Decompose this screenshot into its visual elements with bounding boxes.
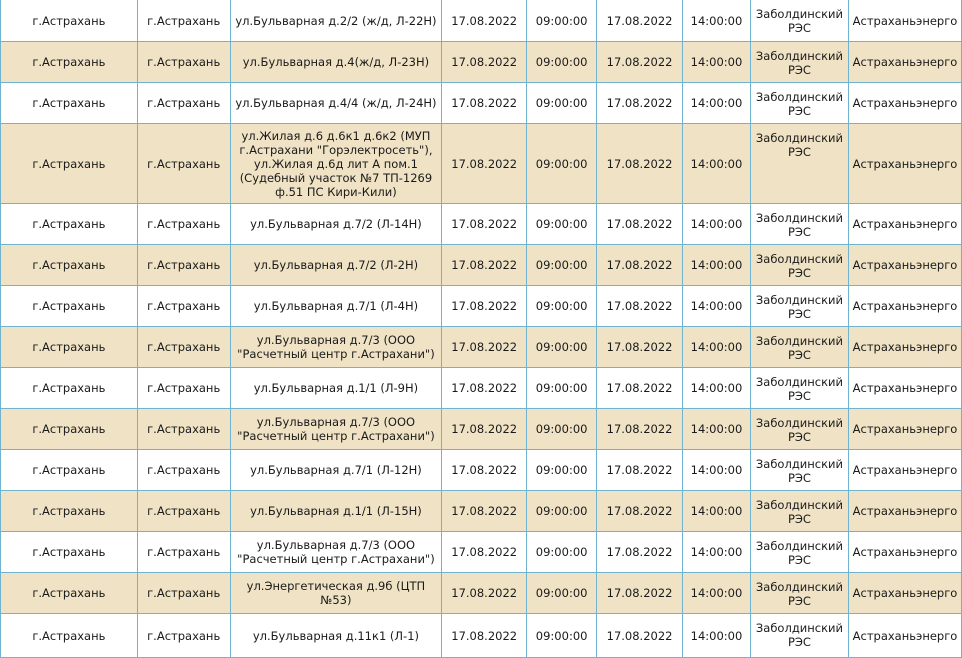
table-row xyxy=(1,532,962,573)
res-cell: Заболдинский РЭС xyxy=(750,327,848,368)
table-row xyxy=(1,204,962,245)
end-date-cell: 17.08.2022 xyxy=(597,327,683,368)
locality-cell: г.Астрахань xyxy=(137,450,230,491)
res-cell: Заболдинский РЭС xyxy=(750,368,848,409)
address-cell: ул.Бульварная д.7/1 (Л-4Н) xyxy=(230,286,442,327)
address-cell: ул.Бульварная д.7/2 (Л-2Н) xyxy=(230,245,442,286)
end-time-cell: 14:00:00 xyxy=(683,42,751,83)
start-date-cell: 17.08.2022 xyxy=(442,491,527,532)
res-cell: Заболдинский РЭС xyxy=(750,614,848,658)
end-date-cell: 17.08.2022 xyxy=(597,124,683,204)
res-cell: Заболдинский РЭС xyxy=(750,245,848,286)
address-cell: ул.Бульварная д.1/1 (Л-9Н) xyxy=(230,368,442,409)
start-time-cell: 09:00:00 xyxy=(527,532,597,573)
start-date-cell: 17.08.2022 xyxy=(442,368,527,409)
address-cell: ул.Бульварная д.11к1 (Л-1) xyxy=(230,614,442,658)
start-time-cell: 09:00:00 xyxy=(527,368,597,409)
res-cell: Заболдинский РЭС xyxy=(750,83,848,124)
city-cell: г.Астрахань xyxy=(1,124,138,204)
res-cell: Заболдинский РЭС xyxy=(750,491,848,532)
start-date-cell: 17.08.2022 xyxy=(442,532,527,573)
start-date-cell: 17.08.2022 xyxy=(442,245,527,286)
address-cell: ул.Бульварная д.7/1 (Л-12Н) xyxy=(230,450,442,491)
end-date-cell: 17.08.2022 xyxy=(597,368,683,409)
start-time-cell: 09:00:00 xyxy=(527,409,597,450)
city-cell: г.Астрахань xyxy=(1,204,138,245)
start-date-cell: 17.08.2022 xyxy=(442,124,527,204)
company-cell: Астраханьэнерго xyxy=(848,0,961,42)
city-cell: г.Астрахань xyxy=(1,368,138,409)
table-row xyxy=(1,368,962,409)
end-date-cell: 17.08.2022 xyxy=(597,42,683,83)
company-cell: Астраханьэнерго xyxy=(848,83,961,124)
end-date-cell: 17.08.2022 xyxy=(597,245,683,286)
city-cell: г.Астрахань xyxy=(1,409,138,450)
start-date-cell: 17.08.2022 xyxy=(442,42,527,83)
res-cell: Заболдинский РЭС xyxy=(750,450,848,491)
company-cell: Астраханьэнерго xyxy=(848,245,961,286)
start-date-cell: 17.08.2022 xyxy=(442,614,527,658)
locality-cell: г.Астрахань xyxy=(137,532,230,573)
company-cell: Астраханьэнерго xyxy=(848,286,961,327)
end-date-cell: 17.08.2022 xyxy=(597,450,683,491)
city-cell: г.Астрахань xyxy=(1,491,138,532)
end-time-cell: 14:00:00 xyxy=(683,286,751,327)
table-row xyxy=(1,409,962,450)
address-cell: ул.Бульварная д.2/2 (ж/д, Л-22Н) xyxy=(230,0,442,42)
locality-cell: г.Астрахань xyxy=(137,124,230,204)
locality-cell: г.Астрахань xyxy=(137,0,230,42)
city-cell: г.Астрахань xyxy=(1,42,138,83)
locality-cell: г.Астрахань xyxy=(137,614,230,658)
start-time-cell: 09:00:00 xyxy=(527,83,597,124)
address-cell: ул.Жилая д.6 д.6к1 д.6к2 (МУП г.Астрахани "Горэлектросеть"), ул.Жилая д.6д лит А пом.1 (Судебный участок №7 ТП-1269 ф.51 ПС Кири-Кили) xyxy=(230,124,442,204)
res-cell: Заболдинский РЭС xyxy=(750,409,848,450)
res-cell: Заболдинский РЭС xyxy=(750,573,848,614)
res-cell: Заболдинский РЭС xyxy=(750,42,848,83)
start-time-cell: 09:00:00 xyxy=(527,573,597,614)
start-time-cell: 09:00:00 xyxy=(527,327,597,368)
end-time-cell: 14:00:00 xyxy=(683,450,751,491)
locality-cell: г.Астрахань xyxy=(137,409,230,450)
address-cell: ул.Бульварная д.7/3 (ООО "Расчетный центр г.Астрахани") xyxy=(230,532,442,573)
locality-cell: г.Астрахань xyxy=(137,83,230,124)
company-cell: Астраханьэнерго xyxy=(848,368,961,409)
city-cell: г.Астрахань xyxy=(1,614,138,658)
city-cell: г.Астрахань xyxy=(1,83,138,124)
res-cell: Заболдинский РЭС xyxy=(750,0,848,42)
locality-cell: г.Астрахань xyxy=(137,491,230,532)
end-time-cell: 14:00:00 xyxy=(683,124,751,204)
address-cell: ул.Бульварная д.4/4 (ж/д, Л-24Н) xyxy=(230,83,442,124)
res-cell: Заболдинский РЭС xyxy=(750,532,848,573)
start-time-cell: 09:00:00 xyxy=(527,0,597,42)
res-cell: Заболдинский РЭС xyxy=(750,204,848,245)
address-cell: ул.Бульварная д.1/1 (Л-15Н) xyxy=(230,491,442,532)
start-date-cell: 17.08.2022 xyxy=(442,83,527,124)
company-cell: Астраханьэнерго xyxy=(848,409,961,450)
start-date-cell: 17.08.2022 xyxy=(442,286,527,327)
end-date-cell: 17.08.2022 xyxy=(597,491,683,532)
end-date-cell: 17.08.2022 xyxy=(597,532,683,573)
end-time-cell: 14:00:00 xyxy=(683,245,751,286)
city-cell: г.Астрахань xyxy=(1,286,138,327)
locality-cell: г.Астрахань xyxy=(137,42,230,83)
start-time-cell: 09:00:00 xyxy=(527,42,597,83)
company-cell: Астраханьэнерго xyxy=(848,42,961,83)
locality-cell: г.Астрахань xyxy=(137,204,230,245)
res-cell: Заболдинский РЭС xyxy=(750,286,848,327)
city-cell: г.Астрахань xyxy=(1,573,138,614)
start-time-cell: 09:00:00 xyxy=(527,204,597,245)
company-cell: Астраханьэнерго xyxy=(848,124,961,204)
start-time-cell: 09:00:00 xyxy=(527,245,597,286)
city-cell: г.Астрахань xyxy=(1,450,138,491)
city-cell: г.Астрахань xyxy=(1,0,138,42)
company-cell: Астраханьэнерго xyxy=(848,327,961,368)
table-row xyxy=(1,327,962,368)
start-date-cell: 17.08.2022 xyxy=(442,450,527,491)
end-time-cell: 14:00:00 xyxy=(683,368,751,409)
end-date-cell: 17.08.2022 xyxy=(597,204,683,245)
res-cell: Заболдинский РЭС xyxy=(750,124,848,204)
end-date-cell: 17.08.2022 xyxy=(597,0,683,42)
city-cell: г.Астрахань xyxy=(1,327,138,368)
end-time-cell: 14:00:00 xyxy=(683,83,751,124)
start-date-cell: 17.08.2022 xyxy=(442,204,527,245)
end-time-cell: 14:00:00 xyxy=(683,532,751,573)
company-cell: Астраханьэнерго xyxy=(848,450,961,491)
address-cell: ул.Бульварная д.7/3 (ООО "Расчетный центр г.Астрахани") xyxy=(230,409,442,450)
locality-cell: г.Астрахань xyxy=(137,286,230,327)
start-time-cell: 09:00:00 xyxy=(527,286,597,327)
company-cell: Астраханьэнерго xyxy=(848,532,961,573)
end-date-cell: 17.08.2022 xyxy=(597,573,683,614)
table-row xyxy=(1,573,962,614)
company-cell: Астраханьэнерго xyxy=(848,614,961,658)
start-date-cell: 17.08.2022 xyxy=(442,409,527,450)
start-time-cell: 09:00:00 xyxy=(527,614,597,658)
table-row xyxy=(1,124,962,204)
address-cell: ул.Энергетическая д.9б (ЦТП №53) xyxy=(230,573,442,614)
start-time-cell: 09:00:00 xyxy=(527,491,597,532)
locality-cell: г.Астрахань xyxy=(137,245,230,286)
end-date-cell: 17.08.2022 xyxy=(597,614,683,658)
end-time-cell: 14:00:00 xyxy=(683,327,751,368)
end-date-cell: 17.08.2022 xyxy=(597,83,683,124)
end-time-cell: 14:00:00 xyxy=(683,409,751,450)
end-time-cell: 14:00:00 xyxy=(683,0,751,42)
locality-cell: г.Астрахань xyxy=(137,573,230,614)
start-date-cell: 17.08.2022 xyxy=(442,327,527,368)
table-body xyxy=(1,0,962,658)
end-time-cell: 14:00:00 xyxy=(683,614,751,658)
start-date-cell: 17.08.2022 xyxy=(442,0,527,42)
address-cell: ул.Бульварная д.4(ж/д, Л-23Н) xyxy=(230,42,442,83)
address-cell: ул.Бульварная д.7/2 (Л-14Н) xyxy=(230,204,442,245)
table-row xyxy=(1,0,962,42)
table-row xyxy=(1,245,962,286)
table-row xyxy=(1,83,962,124)
table-row xyxy=(1,450,962,491)
company-cell: Астраханьэнерго xyxy=(848,573,961,614)
end-time-cell: 14:00:00 xyxy=(683,573,751,614)
city-cell: г.Астрахань xyxy=(1,532,138,573)
table-row xyxy=(1,286,962,327)
table-row xyxy=(1,491,962,532)
end-time-cell: 14:00:00 xyxy=(683,491,751,532)
start-time-cell: 09:00:00 xyxy=(527,450,597,491)
start-time-cell: 09:00:00 xyxy=(527,124,597,204)
table-row xyxy=(1,614,962,658)
address-cell: ул.Бульварная д.7/3 (ООО "Расчетный центр г.Астрахани") xyxy=(230,327,442,368)
locality-cell: г.Астрахань xyxy=(137,327,230,368)
end-time-cell: 14:00:00 xyxy=(683,204,751,245)
start-date-cell: 17.08.2022 xyxy=(442,573,527,614)
end-date-cell: 17.08.2022 xyxy=(597,409,683,450)
city-cell: г.Астрахань xyxy=(1,245,138,286)
locality-cell: г.Астрахань xyxy=(137,368,230,409)
end-date-cell: 17.08.2022 xyxy=(597,286,683,327)
company-cell: Астраханьэнерго xyxy=(848,204,961,245)
company-cell: Астраханьэнерго xyxy=(848,491,961,532)
table-row xyxy=(1,42,962,83)
